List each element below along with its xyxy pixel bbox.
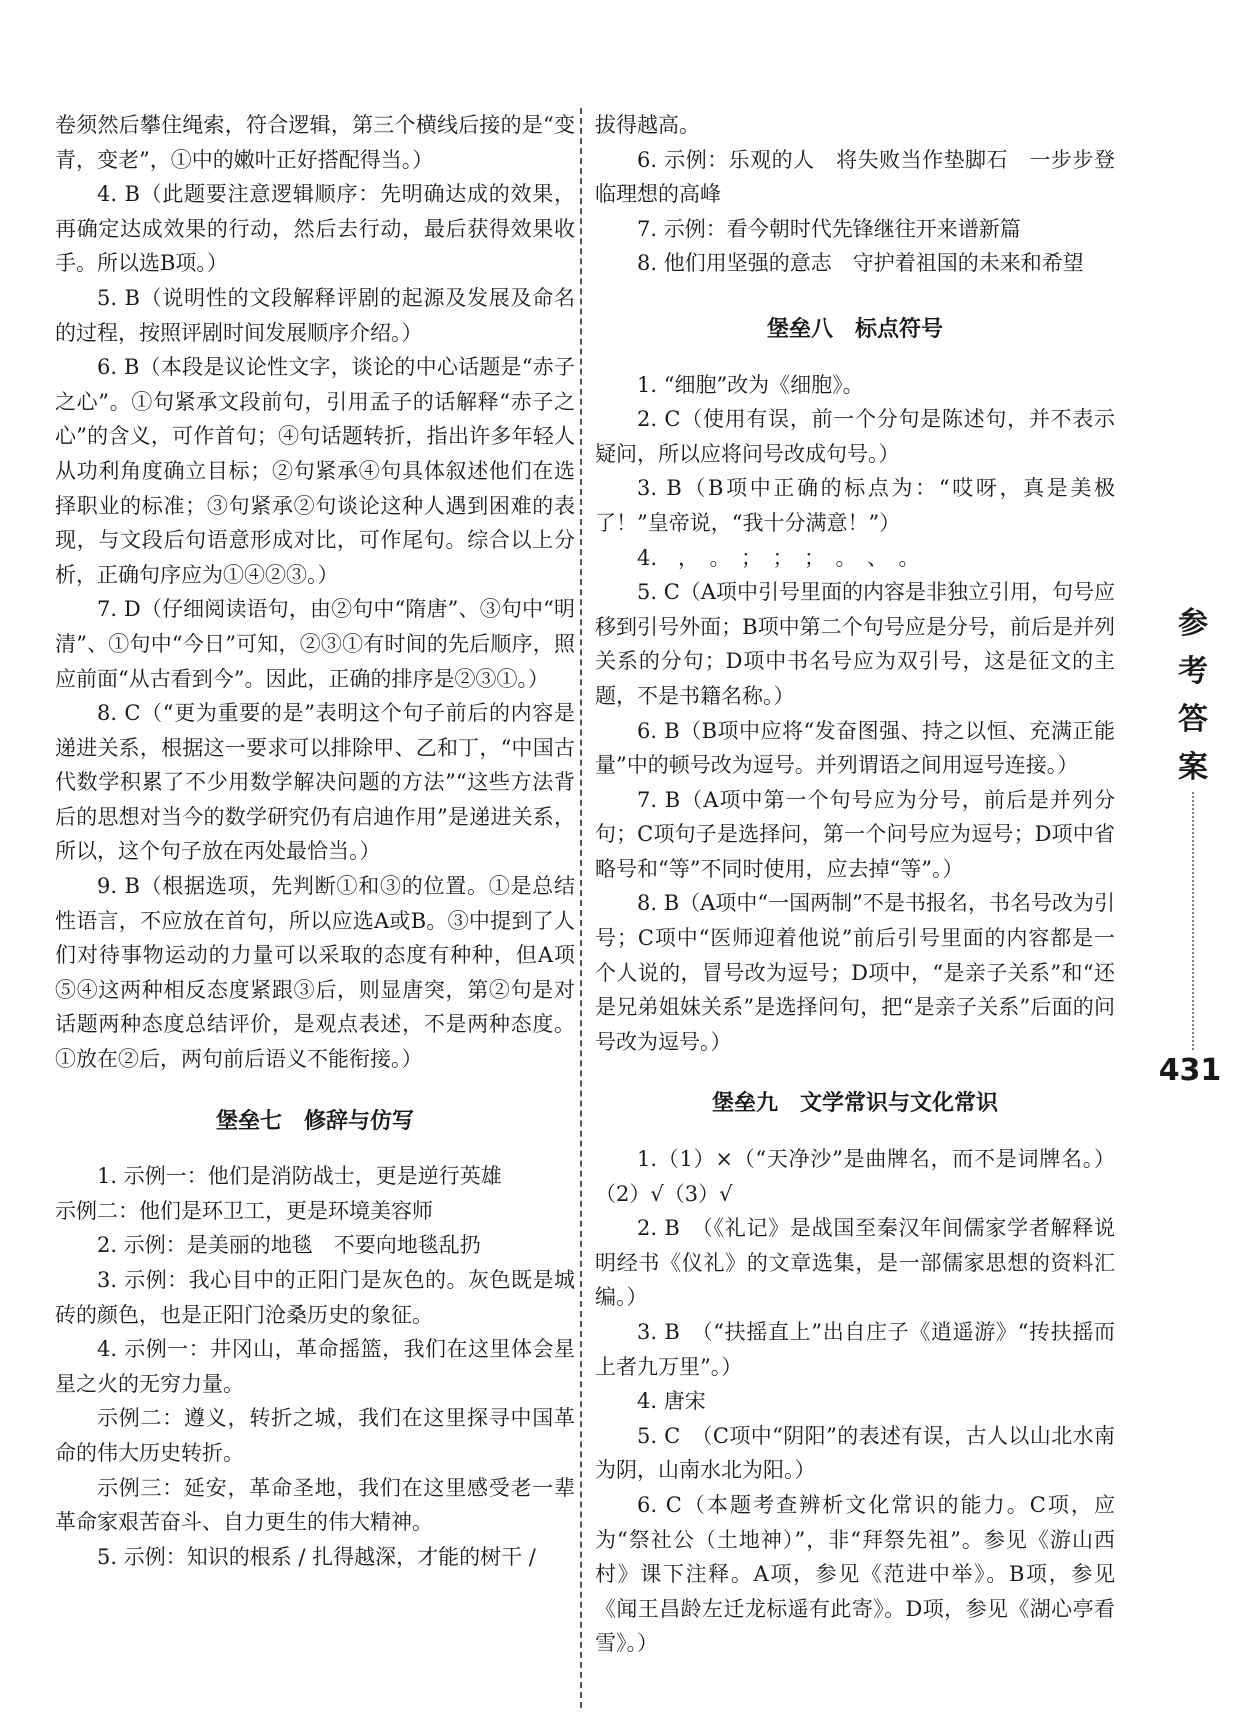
answer-item-4: 4. 唐宋 bbox=[637, 1389, 706, 1414]
side-label-reference-answers: 参考答案 bbox=[1178, 606, 1208, 785]
paragraph-continued: 拔得越高。 bbox=[595, 113, 700, 137]
answer-item-4c: 示例三：延安，革命圣地，我们在这里感受老一辈革命家艰苦奋斗、自力更生的伟大精神。 bbox=[55, 1475, 575, 1535]
answer-item-7: 7. 示例：看今朝时代先锋继往开来谱新篇 bbox=[637, 216, 1021, 241]
paragraph-continued: 卷须然后攀住绳索，符合逻辑，第三个横线后接的是“变青，变老”，①中的嫩叶正好搭配得当。） bbox=[55, 113, 575, 172]
answer-item-2: 2. C（使用有误，前一个分句是陈述句，并不表示疑问，所以应将问号改成句号。） bbox=[595, 407, 1115, 466]
answer-item-7: 7. B（A项中第一个句号应为分号，前后是并列分句；C项句子是选择问，第一个问号应为逗号；D项中省略号和“等”不同时使用，应去掉“等”。） bbox=[595, 787, 1115, 881]
answer-item-6: 6. B（B项中应将“发奋图强、持之以恒、充满正能量”中的顿号改为逗号。并列谓语之间用逗号连接。） bbox=[595, 718, 1115, 778]
answer-item-4a: 4. 示例一：井冈山，革命摇篮，我们在这里体会星星之火的无穷力量。 bbox=[55, 1337, 575, 1396]
column-divider bbox=[580, 108, 582, 1708]
answer-item-4: 4. ， 。 ； ； ； 。 、 。 bbox=[637, 545, 920, 570]
answer-item-6: 6. B（本段是议论性文字，谈论的中心话题是“赤子之心”。①句紧承文段前句，引用孟子的话解释“赤子之心”的含义，可作首句；④句话题转折，指出许多年轻人从功利角度确立目标；②句紧承④句具体叙述他们在选择职业的标准；③句紧承②句谈论这种人遇到困难的表现，与文段后句语意形成对比，可作尾句。综合以上分析，正确句序应为①④②③。） bbox=[55, 355, 575, 587]
answer-item-1: 1.（1）×（“天净沙”是曲牌名，而不是词牌名。）（2）√（3）√ bbox=[595, 1147, 1115, 1206]
side-dotted-line bbox=[1192, 792, 1194, 1050]
answer-item-5: 5. C（A项中引号里面的内容是非独立引用，句号应移到引号外面；B项中第二个句号应是分号，前后是并列关系的分句；D项中书名号应为双引号，这是征文的主题，不是书籍名称。） bbox=[595, 580, 1115, 708]
answer-item-4b: 示例二：遵义，转折之城，我们在这里探寻中国革命的伟大历史转折。 bbox=[55, 1406, 575, 1465]
answer-item-2: 2. B （《礼记》是战国至秦汉年间儒家学者解释说明经书《仪礼》的文章选集，是一部儒家思想的资料汇编。） bbox=[595, 1216, 1115, 1310]
right-column bbox=[595, 108, 1115, 1661]
left-column bbox=[55, 108, 575, 1574]
answer-item-6: 6. 示例：乐观的人 将失败当作垫脚石 一步步登临理想的高峰 bbox=[595, 147, 1115, 207]
answer-item-8: 8. B（A项中“一国两制”不是书报名，书名号改为引号；C项中“医师迎着他说”前后引号里面的内容都是一个人说的，冒号改为逗号；D项中，“是亲子关系”和“还是兄弟姐妹关系”是选择问句，把“是亲子关系”后面的问号改为逗号。） bbox=[595, 891, 1115, 1054]
answer-item-6: 6. C（本题考查辨析文化常识的能力。C项，应为“祭社公（土地神）”，非“拜祭先祖”。参见《游山西村》课下注释。A项，参见《范进中举》。B项，参见《闻王昌龄左迁龙标遥有此寄》。D项，参见《湖心亭看雪》。） bbox=[595, 1492, 1115, 1656]
section-heading-7: 堡垒七 修辞与仿写 bbox=[215, 1108, 414, 1134]
answer-item-5: 5. C （C项中“阴阳”的表述有误，古人以山北水南为阴，山南水北为阳。） bbox=[595, 1423, 1115, 1483]
section-heading-9: 堡垒九 文学常识与文化常识 bbox=[711, 1091, 998, 1117]
answer-item-4: 4. B（此题要注意逻辑顺序：先明确达成的效果，再确定达成效果的行动，然后去行动，最后获得效果收手。所以选B项。） bbox=[55, 182, 575, 276]
answer-item-1a: 1. 示例一：他们是消防战士，更是逆行英雄 bbox=[97, 1164, 502, 1189]
answer-item-3: 3. B （“扶摇直上”出自庄子《逍遥游》“抟扶摇而上者九万里”。） bbox=[595, 1320, 1115, 1379]
answer-item-2: 2. 示例：是美丽的地毯 不要向地毯乱扔 bbox=[97, 1233, 481, 1258]
answer-item-8: 8. C（“更为重要的是”表明这个句子前后的内容是递进关系，根据这一要求可以排除甲、乙和丁，“中国古代数学积累了不少用数学解决问题的方法”“这些方法背后的思想对当今的数学研究仍有启迪作用”是递进关系，所以，这个句子放在丙处最恰当。） bbox=[55, 701, 575, 864]
page-number: 431 bbox=[1158, 1053, 1222, 1088]
answer-item-7: 7. D（仔细阅读语句，由②句中“隋唐”、③句中“明清”、①句中“今日”可知，②③①有时间的先后顺序，照应前面“从古看到今”。因此，正确的排序是②③①。） bbox=[55, 597, 575, 691]
answer-item-1: 1. “细胞”改为《细胞》。 bbox=[637, 372, 864, 397]
section-heading-8: 堡垒八 标点符号 bbox=[766, 316, 943, 342]
answer-item-9: 9. B（根据选项，先判断①和③的位置。①是总结性语言，不应放在首句，所以应选A或B。③中提到了人们对待事物运动的力量可以采取的态度有种种，但A项⑤④这两种相反态度紧跟③后，则显唐突，第②句是对话题两种态度总结评价，是观点表述，不是两种态度。①放在②后，两句前后语义不能衔接。） bbox=[55, 874, 575, 1072]
answer-item-8: 8. 他们用坚强的意志 守护着祖国的未来和希望 bbox=[637, 251, 1084, 276]
answer-item-5: 5. B（说明性的文段解释评剧的起源及发展及命名的过程，按照评剧时间发展顺序介绍。） bbox=[55, 285, 575, 345]
answer-item-1b: 示例二：他们是环卫工，更是环境美容师 bbox=[55, 1198, 433, 1223]
answer-item-3: 3. 示例：我心目中的正阳门是灰色的。灰色既是城砖的颜色，也是正阳门沧桑历史的象征。 bbox=[55, 1268, 575, 1327]
answer-item-5-left: 5. 示例：知识的根系 / 扎得越深，才能的树干 / bbox=[97, 1544, 536, 1569]
answer-item-3: 3. B（B项中正确的标点为：“哎呀，真是美极了！”皇帝说，“我十分满意！”） bbox=[595, 476, 1115, 535]
